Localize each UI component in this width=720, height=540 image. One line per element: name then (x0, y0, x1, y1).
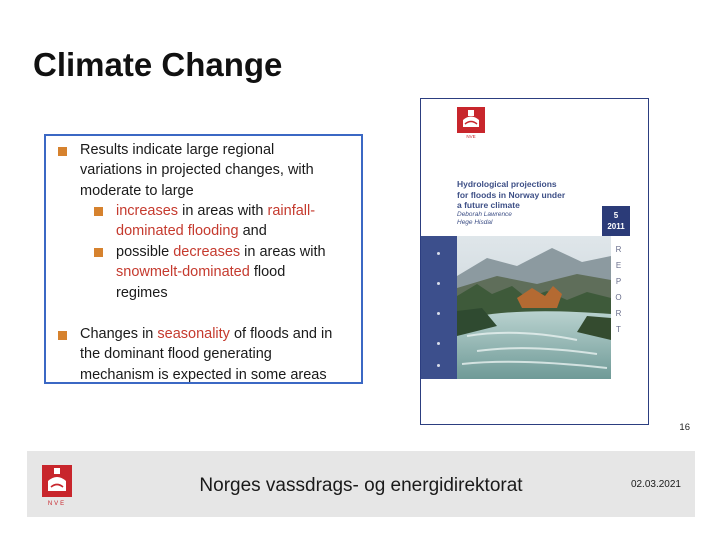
cover-author: Hege Hisdal (457, 219, 493, 226)
band-dot (437, 342, 440, 345)
cover-vertical-report-label (613, 242, 625, 338)
cover-number: 5 (613, 211, 619, 220)
plain-text: in areas with (178, 203, 268, 219)
bullet-1-line: moderate to large (80, 182, 194, 199)
highlight-text: increases (116, 203, 179, 219)
bullet-2-line: mechanism is expected in some areas (80, 366, 327, 383)
sub-bullet-square-icon (94, 207, 103, 216)
cover-authors (457, 211, 597, 227)
plain-text: in areas with (240, 244, 326, 260)
cover-title-line: a future climate (457, 200, 520, 210)
band-dot (437, 364, 440, 367)
sub-bullet-2-line (116, 262, 360, 282)
cover-side-band (421, 236, 457, 379)
band-dot (437, 252, 440, 255)
slide-title: Climate Change (33, 46, 283, 83)
sub-bullet-1-line (116, 221, 360, 241)
footer-bar (27, 451, 695, 517)
bullet-2 (80, 324, 364, 385)
cover-year: 2011 (607, 222, 625, 231)
bullet-1-line: variations in projected changes, with (80, 162, 314, 179)
highlight-text: decreases (173, 244, 241, 260)
nve-logo-icon (457, 107, 485, 139)
sub-bullet-2-line: regimes (116, 284, 168, 301)
sub-bullet-square-icon (94, 248, 103, 257)
bullet-square-icon (58, 331, 67, 340)
bullet-1-line: Results indicate large regional (80, 142, 275, 158)
band-dot (437, 312, 440, 315)
footer-logo-text: NVE (47, 501, 67, 506)
report-cover-image (420, 98, 649, 425)
sub-bullet-2-line (116, 242, 360, 262)
bullet-text-box (44, 134, 363, 384)
bullet-square-icon (58, 147, 67, 156)
plain-text: flood (249, 264, 286, 281)
cover-title-line: for floods in Norway under (457, 189, 566, 200)
highlight-text: rainfall- (267, 203, 316, 219)
bullet-2-line (80, 324, 364, 344)
footer-organization-name: Norges vassdrags- og energidirektorat (199, 475, 523, 496)
bullet-1 (80, 140, 364, 201)
sub-bullet-1-line (116, 201, 360, 221)
cover-title-line: Hydrological projections (457, 179, 557, 189)
cover-title (457, 179, 597, 211)
footer-date: 02.03.2021 (630, 479, 681, 490)
plain-text: of floods and in (229, 326, 333, 342)
cover-report-word: REPORT (615, 245, 623, 334)
page-number: 16 (679, 422, 690, 433)
band-dot (437, 282, 440, 285)
river-landscape-photo (457, 236, 611, 379)
cover-logo-text: NVE (466, 134, 476, 139)
sub-bullet-2 (116, 242, 360, 303)
plain-text: and (238, 223, 267, 240)
cover-author: Deborah Lawrence (457, 211, 512, 218)
plain-text: Changes in (80, 326, 158, 342)
cover-report-number (602, 206, 630, 236)
sub-bullet-1 (116, 201, 360, 242)
highlight-text: seasonality (157, 326, 230, 342)
highlight-text: dominated flooding (116, 223, 239, 240)
highlight-text: snowmelt-dominated (116, 264, 250, 281)
bullet-2-line: the dominant flood generating (80, 346, 272, 363)
plain-text: possible (116, 244, 174, 260)
